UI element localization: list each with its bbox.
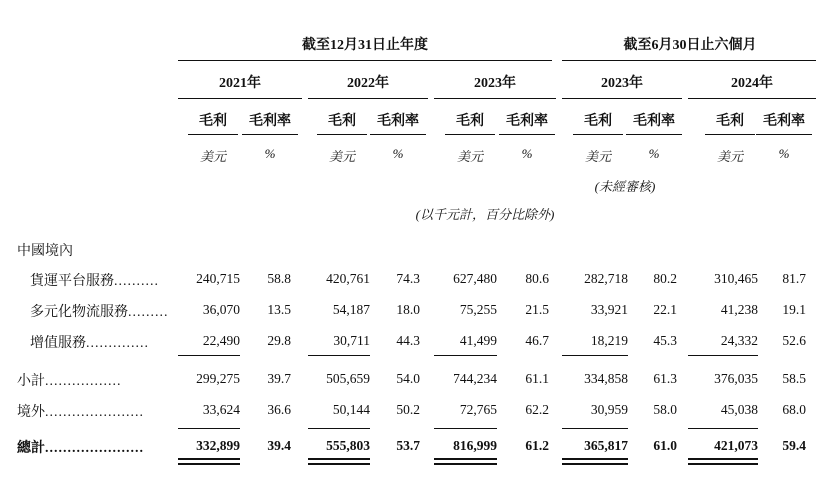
- col-header-rule: [445, 134, 495, 135]
- year-rule: [178, 98, 302, 99]
- cell-gross-profit: 41,499: [459, 333, 497, 348]
- unit-usd: 美元: [456, 149, 483, 164]
- leader-dots: .................: [45, 374, 122, 389]
- cell-gross-margin: 19.1: [782, 302, 806, 317]
- group-header-six-months: 截至6月30日止六個月: [623, 38, 757, 53]
- cell-gross-profit: 299,275: [196, 371, 240, 386]
- col-header-margin: 毛利率: [763, 114, 805, 129]
- unit-percent: %: [648, 146, 660, 161]
- cell-gross-margin: 22.1: [653, 302, 677, 317]
- cell-gross-margin: 53.7: [396, 438, 420, 453]
- section-label-domestic: 中國境內: [17, 244, 73, 259]
- cell-gross-profit: 332,899: [196, 438, 240, 453]
- col-header-margin: 毛利率: [633, 114, 675, 129]
- row-label-text: 小計: [17, 374, 45, 389]
- cell-gross-margin: 59.4: [782, 438, 806, 453]
- total-top-rule: [562, 428, 628, 429]
- cell-gross-profit: 365,817: [584, 438, 628, 453]
- row-label: [30, 270, 159, 290]
- row-label: [17, 401, 144, 421]
- col-header-rule: [317, 134, 367, 135]
- col-header-gross: 毛利: [716, 114, 744, 129]
- year-rule: [562, 98, 682, 99]
- cell-gross-profit: 50,144: [332, 402, 370, 417]
- cell-gross-profit: 41,238: [720, 302, 758, 317]
- cell-gross-profit: 334,858: [584, 371, 628, 386]
- group-rule-six-months: [562, 60, 816, 61]
- col-header-gross: 毛利: [456, 114, 484, 129]
- year-header: 2023年: [474, 76, 516, 91]
- cell-gross-margin: 46.7: [525, 333, 549, 348]
- group-header-year-end: 截至12月31日止年度: [302, 38, 428, 53]
- cell-gross-margin: 58.8: [267, 271, 291, 286]
- cell-gross-margin: 80.2: [653, 271, 677, 286]
- cell-gross-margin: 61.1: [525, 371, 549, 386]
- cell-gross-margin: 80.6: [525, 271, 549, 286]
- col-header-gross: 毛利: [199, 114, 227, 129]
- leader-dots: ......................: [45, 405, 144, 420]
- cell-gross-profit: 421,073: [714, 438, 758, 453]
- unit-percent: %: [264, 146, 276, 161]
- cell-gross-margin: 52.6: [782, 333, 806, 348]
- total-double-rule: [562, 458, 628, 460]
- total-double-rule: [434, 463, 497, 465]
- cell-gross-profit: 33,921: [590, 302, 628, 317]
- subtotal-rule: [688, 355, 758, 356]
- cell-gross-margin: 13.5: [267, 302, 291, 317]
- cell-gross-margin: 61.3: [653, 371, 677, 386]
- col-header-gross: 毛利: [584, 114, 612, 129]
- col-header-margin: 毛利率: [249, 114, 291, 129]
- leader-dots: ......................: [45, 441, 144, 456]
- col-header-rule: [756, 134, 812, 135]
- total-double-rule: [308, 463, 370, 465]
- unit-usd: 美元: [584, 149, 611, 164]
- row-label: [30, 301, 169, 321]
- total-double-rule: [178, 458, 240, 460]
- cell-gross-profit: 282,718: [584, 271, 628, 286]
- year-rule: [308, 98, 428, 99]
- cell-gross-profit: 45,038: [720, 402, 758, 417]
- cell-gross-profit: 24,332: [720, 333, 758, 348]
- subtotal-rule: [562, 355, 628, 356]
- cell-gross-profit: 627,480: [453, 271, 497, 286]
- cell-gross-margin: 58.0: [653, 402, 677, 417]
- cell-gross-profit: 36,070: [202, 302, 240, 317]
- year-rule: [688, 98, 816, 99]
- cell-gross-profit: 75,255: [459, 302, 497, 317]
- year-header: 2023年: [601, 76, 643, 91]
- subtotal-rule: [308, 355, 370, 356]
- subtotal-rule: [434, 355, 497, 356]
- unit-usd: 美元: [716, 149, 743, 164]
- unit-percent: %: [521, 146, 533, 161]
- col-header-rule: [188, 134, 238, 135]
- cell-gross-margin: 36.6: [267, 402, 291, 417]
- cell-gross-profit: 376,035: [714, 371, 758, 386]
- total-top-rule: [688, 428, 758, 429]
- cell-gross-profit: 744,234: [453, 371, 497, 386]
- col-header-rule: [626, 134, 682, 135]
- total-top-rule: [308, 428, 370, 429]
- cell-gross-profit: 22,490: [202, 333, 240, 348]
- col-header-gross: 毛利: [328, 114, 356, 129]
- cell-gross-margin: 39.7: [267, 371, 291, 386]
- cell-gross-profit: 33,624: [202, 402, 240, 417]
- unit-percent: %: [392, 146, 404, 161]
- col-header-rule: [705, 134, 755, 135]
- unaudited-note: (未經審核): [594, 179, 656, 194]
- row-label-text: 貨運平台服務: [30, 274, 114, 289]
- cell-gross-profit: 505,659: [326, 371, 370, 386]
- total-double-rule: [434, 458, 497, 460]
- cell-gross-margin: 29.8: [267, 333, 291, 348]
- cell-gross-margin: 62.2: [525, 402, 549, 417]
- cell-gross-profit: 555,803: [326, 438, 370, 453]
- total-double-rule: [562, 463, 628, 465]
- year-header: 2021年: [219, 76, 261, 91]
- cell-gross-profit: 420,761: [326, 271, 370, 286]
- col-header-margin: 毛利率: [377, 114, 419, 129]
- total-double-rule: [308, 458, 370, 460]
- year-header: 2024年: [731, 76, 773, 91]
- cell-gross-margin: 74.3: [396, 271, 420, 286]
- cell-gross-profit: 30,711: [333, 333, 370, 348]
- row-label-text: 增值服務: [30, 336, 86, 351]
- cell-gross-margin: 39.4: [267, 438, 291, 453]
- row-label-text: 境外: [17, 405, 45, 420]
- year-rule: [434, 98, 556, 99]
- cell-gross-margin: 81.7: [782, 271, 806, 286]
- cell-gross-margin: 68.0: [782, 402, 806, 417]
- col-header-rule: [370, 134, 426, 135]
- cell-gross-profit: 310,465: [714, 271, 758, 286]
- row-label: [17, 370, 122, 390]
- row-label-text: 總計: [17, 441, 45, 456]
- total-top-rule: [434, 428, 497, 429]
- leader-dots: ..............: [86, 336, 149, 351]
- row-label: [30, 332, 149, 352]
- cell-gross-margin: 18.0: [396, 302, 420, 317]
- unit-percent: %: [778, 146, 790, 161]
- col-header-rule: [499, 134, 555, 135]
- cell-gross-margin: 58.5: [782, 371, 806, 386]
- unit-usd: 美元: [199, 149, 226, 164]
- total-double-rule: [178, 463, 240, 465]
- cell-gross-margin: 44.3: [396, 333, 420, 348]
- row-label: [17, 437, 144, 457]
- col-header-rule: [573, 134, 623, 135]
- unit-usd: 美元: [328, 149, 355, 164]
- subtotal-rule: [178, 355, 240, 356]
- leader-dots: ..........: [114, 274, 159, 289]
- cell-gross-profit: 30,959: [590, 402, 628, 417]
- cell-gross-profit: 72,765: [459, 402, 497, 417]
- group-rule-year-end: [178, 60, 552, 61]
- cell-gross-margin: 54.0: [396, 371, 420, 386]
- cell-gross-margin: 50.2: [396, 402, 420, 417]
- cell-gross-profit: 54,187: [332, 302, 370, 317]
- cell-gross-profit: 816,999: [453, 438, 497, 453]
- total-double-rule: [688, 463, 758, 465]
- cell-gross-margin: 21.5: [525, 302, 549, 317]
- cell-gross-profit: 240,715: [196, 271, 240, 286]
- total-top-rule: [178, 428, 240, 429]
- cell-gross-profit: 18,219: [590, 333, 628, 348]
- unit-note: (以千元計，百分比除外): [415, 207, 555, 222]
- cell-gross-margin: 45.3: [653, 333, 677, 348]
- col-header-margin: 毛利率: [506, 114, 548, 129]
- year-header: 2022年: [347, 76, 389, 91]
- leader-dots: .........: [128, 305, 169, 320]
- cell-gross-margin: 61.0: [653, 438, 677, 453]
- col-header-rule: [242, 134, 298, 135]
- cell-gross-margin: 61.2: [525, 438, 549, 453]
- total-double-rule: [688, 458, 758, 460]
- row-label-text: 多元化物流服務: [30, 305, 128, 320]
